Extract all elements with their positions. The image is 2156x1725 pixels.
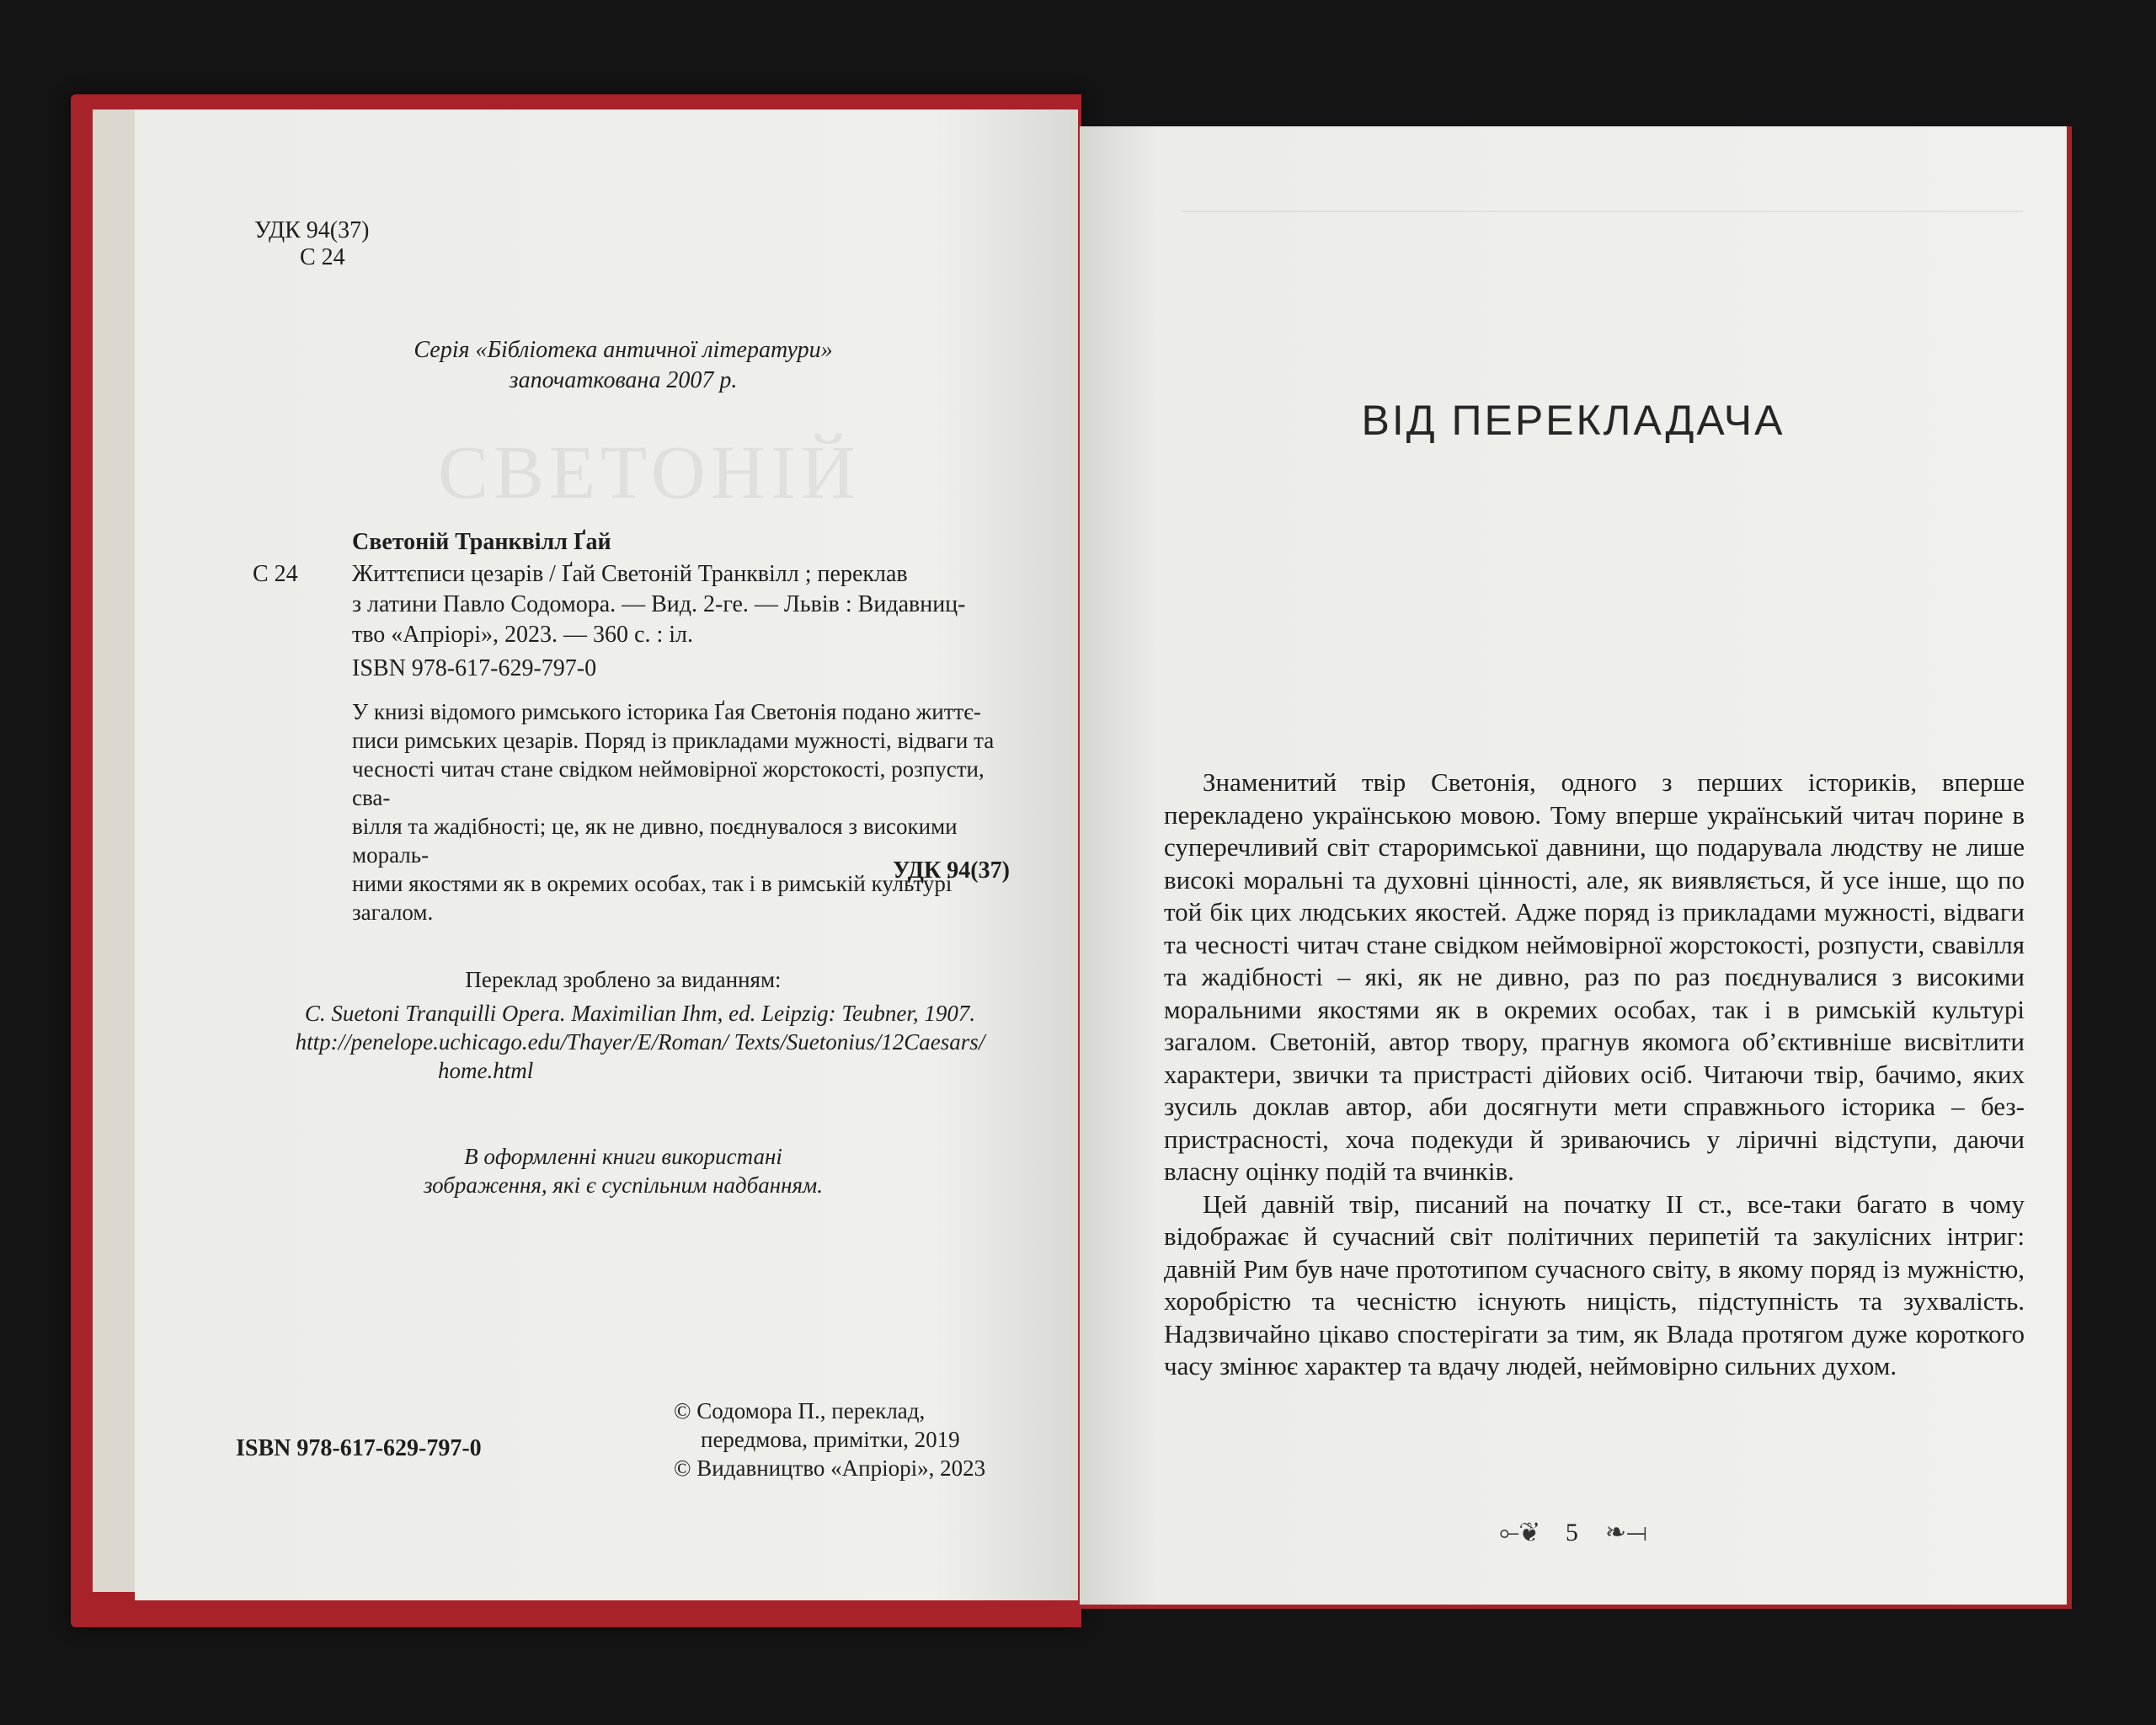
catalog-code: С 24 <box>253 561 298 587</box>
paragraph-1: Знаменитий твір Светонія, одного з перших істориків, вперше перекладено українською мовою. Тому вперше український читач порине в суперечливий світ староримської давнини, що подарувала людству не лише високі моральні та духовні цінності, але, як виявляється, й усе інше, що по той бік цих людських якостей. Адже поряд із прикладами мужності, відваги та чесності читач стане свідком неймовірної жорстокості, розпусти, свавілля та жадібності – які, як не дивно, раз по раз поєднувалися з високими моральними якостями як в окремих особах, так і в римській культурі загалом. Светоній, автор твору, прагнув якомога об’єктивніше висвітлити характери, звички та пристрасті дійових осіб. Читаючи твір, бачимо, яких зусиль доклав автор, аби досягнути мети справжнього історика – безпристрасності, хоча подекуди й зриваючись у ліричні відступи, даючи власну оцінку подій та вчинків. <box>1164 767 2025 1186</box>
series-line-1: Серія «Бібліотека античної літератури» <box>414 337 833 363</box>
copyright-line: © Видавництво «Апріорі», 2023 <box>674 1455 986 1481</box>
code-top: С 24 <box>300 244 345 270</box>
source-line: home.html <box>438 1058 534 1083</box>
annotation-line: У книзі відомого римського історика Ґая Светонія подано життє- <box>352 699 981 724</box>
page-footer <box>1080 1518 2067 1547</box>
show-through-ghost: СВЕТОНІЙ <box>438 431 861 515</box>
annotation-line: ними якостями як в окремих особах, так і в римській культурі загалом. <box>352 871 953 925</box>
catalog-line: з латини Павло Содомора. — Вид. 2-ге. — Львів : Видавниц- <box>352 591 966 617</box>
copyright <box>674 1397 985 1482</box>
copyright-line: передмова, примітки, 2019 <box>701 1427 960 1452</box>
annotation-line: чесності читач стане свідком неймовірної жорстокості, розпусти, сва- <box>352 756 985 810</box>
annotation <box>352 697 1026 927</box>
author-heading: Светоній Транквілл Ґай <box>352 529 611 555</box>
translation-note: Переклад зроблено за виданням: <box>465 967 782 992</box>
isbn-bold: ISBN 978-617-629-797-0 <box>236 1435 482 1461</box>
annotation-line: вілля та жадібності; це, як не дивно, поєднувалося з високими мораль- <box>352 814 958 868</box>
catalog-line: Життєписи цезарів / Ґай Светоній Транквілл ; переклав <box>352 561 908 587</box>
ornament-right-icon: ❧⟞ <box>1604 1519 1647 1546</box>
udk-top: УДК 94(37) <box>254 217 370 243</box>
show-through-rule <box>1181 211 2023 212</box>
page-number: 5 <box>1565 1519 1578 1546</box>
paragraph-2: Цей давній твір, писаний на початку II ст., все-таки багато в чому відображає й сучасний світ політичних перипетій та закулісних інтриг: давній Рим був наче прототипом сучасного світу, в якому поряд із мужністю, хоробрістю та чесністю існують ницість, підступність та зухвалість. Надзвичайно цікаво спостерігати за тим, як Влада протягом дуже короткого часу змінює характер та вдачу людей, неймовірно сильних духом. <box>1164 1188 2025 1381</box>
source-line: http://penelope.uchicago.edu/Thayer/E/Roman/ Texts/Suetonius/12Caesars/ <box>295 1029 985 1055</box>
images-note-1: В оформленні книги використані <box>464 1144 782 1169</box>
copyright-line: © Содомора П., переклад, <box>674 1398 926 1423</box>
images-note-2: зображення, які є суспільним надбанням. <box>423 1172 824 1198</box>
source-line: C. Suetoni Tranquilli Opera. Maximilian Ihm, ed. Leipzig: Teubner, 1907. <box>304 1001 976 1026</box>
annotation-line: писи римських цезарів. Поряд із прикладами мужності, відваги та <box>352 728 995 753</box>
left-page <box>135 109 1078 1600</box>
catalog-description <box>352 559 1026 650</box>
catalog-line: тво «Апріорі», 2023. — 360 с. : іл. <box>352 622 693 648</box>
preface-body <box>1164 766 2025 1383</box>
udk-bottom: УДК 94(37) <box>893 857 1010 884</box>
source-edition <box>261 999 1019 1085</box>
right-page <box>1080 126 2067 1605</box>
isbn-line: ISBN 978-617-629-797-0 <box>352 655 597 681</box>
series-line-2: започаткована 2007 р. <box>509 367 738 393</box>
ornament-left-icon: ⟜❦ <box>1499 1519 1539 1546</box>
chapter-title: ВІД ПЕРЕКЛАДАЧА <box>1361 397 1785 444</box>
